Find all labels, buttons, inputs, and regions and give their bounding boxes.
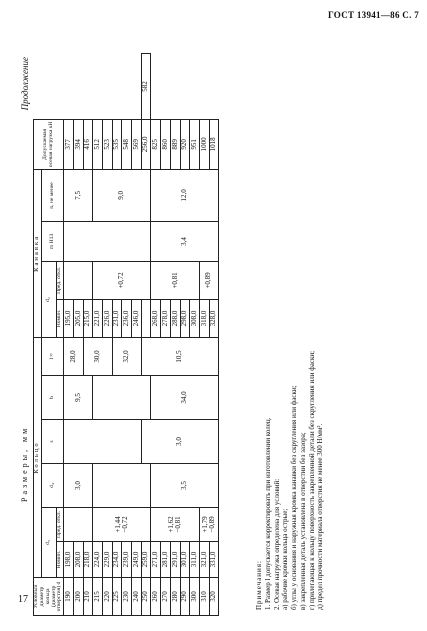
dimensions-table xyxy=(33,53,219,616)
s-value: 3,0 xyxy=(141,420,219,464)
table-row: 260 271,0 +1,62 −0,81 3,5 34,0 268,0 +0,81 3,4 12,0 825 xyxy=(151,54,161,616)
notes-block xyxy=(255,60,325,610)
col-d2-tol: Пред. откл. xyxy=(57,261,64,299)
note-item: 2. Осевая нагрузка определена для условий: xyxy=(272,478,281,610)
table-title: Размеры, мм xyxy=(20,425,29,502)
n-value: 7,5 xyxy=(64,169,93,221)
d4-value: 3,5 xyxy=(151,464,219,508)
table-row: 200 208,0 205,0 394 xyxy=(73,54,83,616)
d3-tol-value: +1,62 −0,81 xyxy=(151,508,199,542)
col-nominal-diameter: Условный диаметр кольца (диаметр отверстия) d xyxy=(34,578,64,616)
col-d2-nom: Номин. xyxy=(57,299,64,337)
table-row: 190 198,0 3,0 9,5 28,0 195,0 7,5 377 xyxy=(64,54,74,616)
d3-tol-value: +1,44 −0,72 xyxy=(93,508,151,542)
note-item: в) закрепленная деталь установлена в отверстии без зазора; xyxy=(298,432,307,610)
note-item: г) прилегающая к кольцу поверхность закрепленной детали без скругления или фаски; xyxy=(307,350,316,610)
col-d3: d₃ xyxy=(41,508,57,578)
col-load: Допускаемая осевая нагрузка кН xyxy=(34,119,64,169)
table-row: 320 331,0 328,0 1018 xyxy=(209,54,219,616)
table-row: 230 239,0 236,0 548 xyxy=(122,54,132,616)
col-m: m H13 xyxy=(41,221,63,261)
n-value: 12,0 xyxy=(151,169,219,221)
note-item: б) углы у основания и наружная кромка канавки без скругления или фаски; xyxy=(290,385,298,610)
col-d3-nom: Номин. xyxy=(57,542,64,578)
table-row: 215 224,0 +1,44 −0,72 221,0 +0,72 9,0 512 xyxy=(93,54,103,616)
table-row: 225 234,0 32,0 231,0 535 xyxy=(112,54,122,616)
standard-header: ГОСТ 13941—86 С. 7 xyxy=(327,10,419,20)
table-row: 210 218,0 30,0 215,0 416 xyxy=(83,54,93,616)
col-ring: Кольцо xyxy=(34,337,42,577)
table-row: 240 249,0 246,0 569 xyxy=(132,54,142,616)
table-row: 220 229,0 226,0 523 xyxy=(103,54,113,616)
col-n: n, не менее xyxy=(41,169,63,221)
table-row: 270 281,0 278,0 860 xyxy=(161,54,171,616)
l-value: 30,0 xyxy=(83,337,112,375)
page-number: 17 xyxy=(18,594,28,605)
d2-tol-value: +0,81 xyxy=(151,261,199,299)
col-s: s xyxy=(41,420,63,464)
d4-value: 3,0 xyxy=(64,464,93,508)
l-value: 34,0 xyxy=(151,376,219,420)
d2-tol-value: +0,72 xyxy=(93,261,151,299)
table-row: 300 311,0 308,0 951 xyxy=(190,54,200,616)
col-groove: Канавка xyxy=(34,169,42,337)
d2-tol-value: +0,89 xyxy=(199,261,218,299)
note-item: 1. Размер l допускается корректировать при изготовлении колец. xyxy=(263,417,272,610)
notes-heading: Примечания: xyxy=(255,560,263,610)
l-value: 32,0 xyxy=(112,337,141,375)
col-l: l ≈ xyxy=(41,337,63,375)
note-item: а) рабочие кромки кольца острые; xyxy=(281,508,290,610)
b-value: 9,5 xyxy=(64,376,93,420)
table-row: 290 301,0 298,0 920 xyxy=(180,54,190,616)
continuation-label: Продолжение xyxy=(20,57,30,111)
note-item: д) предел прочности материала отверстия не менее 300 Н/мм². xyxy=(316,423,325,610)
table-row: 280 291,0 288,0 889 xyxy=(170,54,180,616)
col-b: b xyxy=(41,376,63,420)
l-value: 28,0 xyxy=(64,337,83,375)
col-d4: d₄ xyxy=(41,464,63,508)
b-value: 10,5 xyxy=(141,337,219,375)
n-value: 9,0 xyxy=(93,169,151,221)
col-d3-tol: Пред. откл. xyxy=(57,508,64,542)
m-value: 3,4 xyxy=(151,221,219,261)
table-row: 310 321,0 +1,79 −0,89 318,0 +0,89 1000 xyxy=(199,54,209,616)
table-row: 250 259,0 3,0 10,5 256,0 582 xyxy=(141,54,151,616)
rotated-page xyxy=(12,47,424,622)
d3-tol-value: +1,79 −0,89 xyxy=(199,508,218,542)
col-d2: d₂ xyxy=(41,261,57,337)
